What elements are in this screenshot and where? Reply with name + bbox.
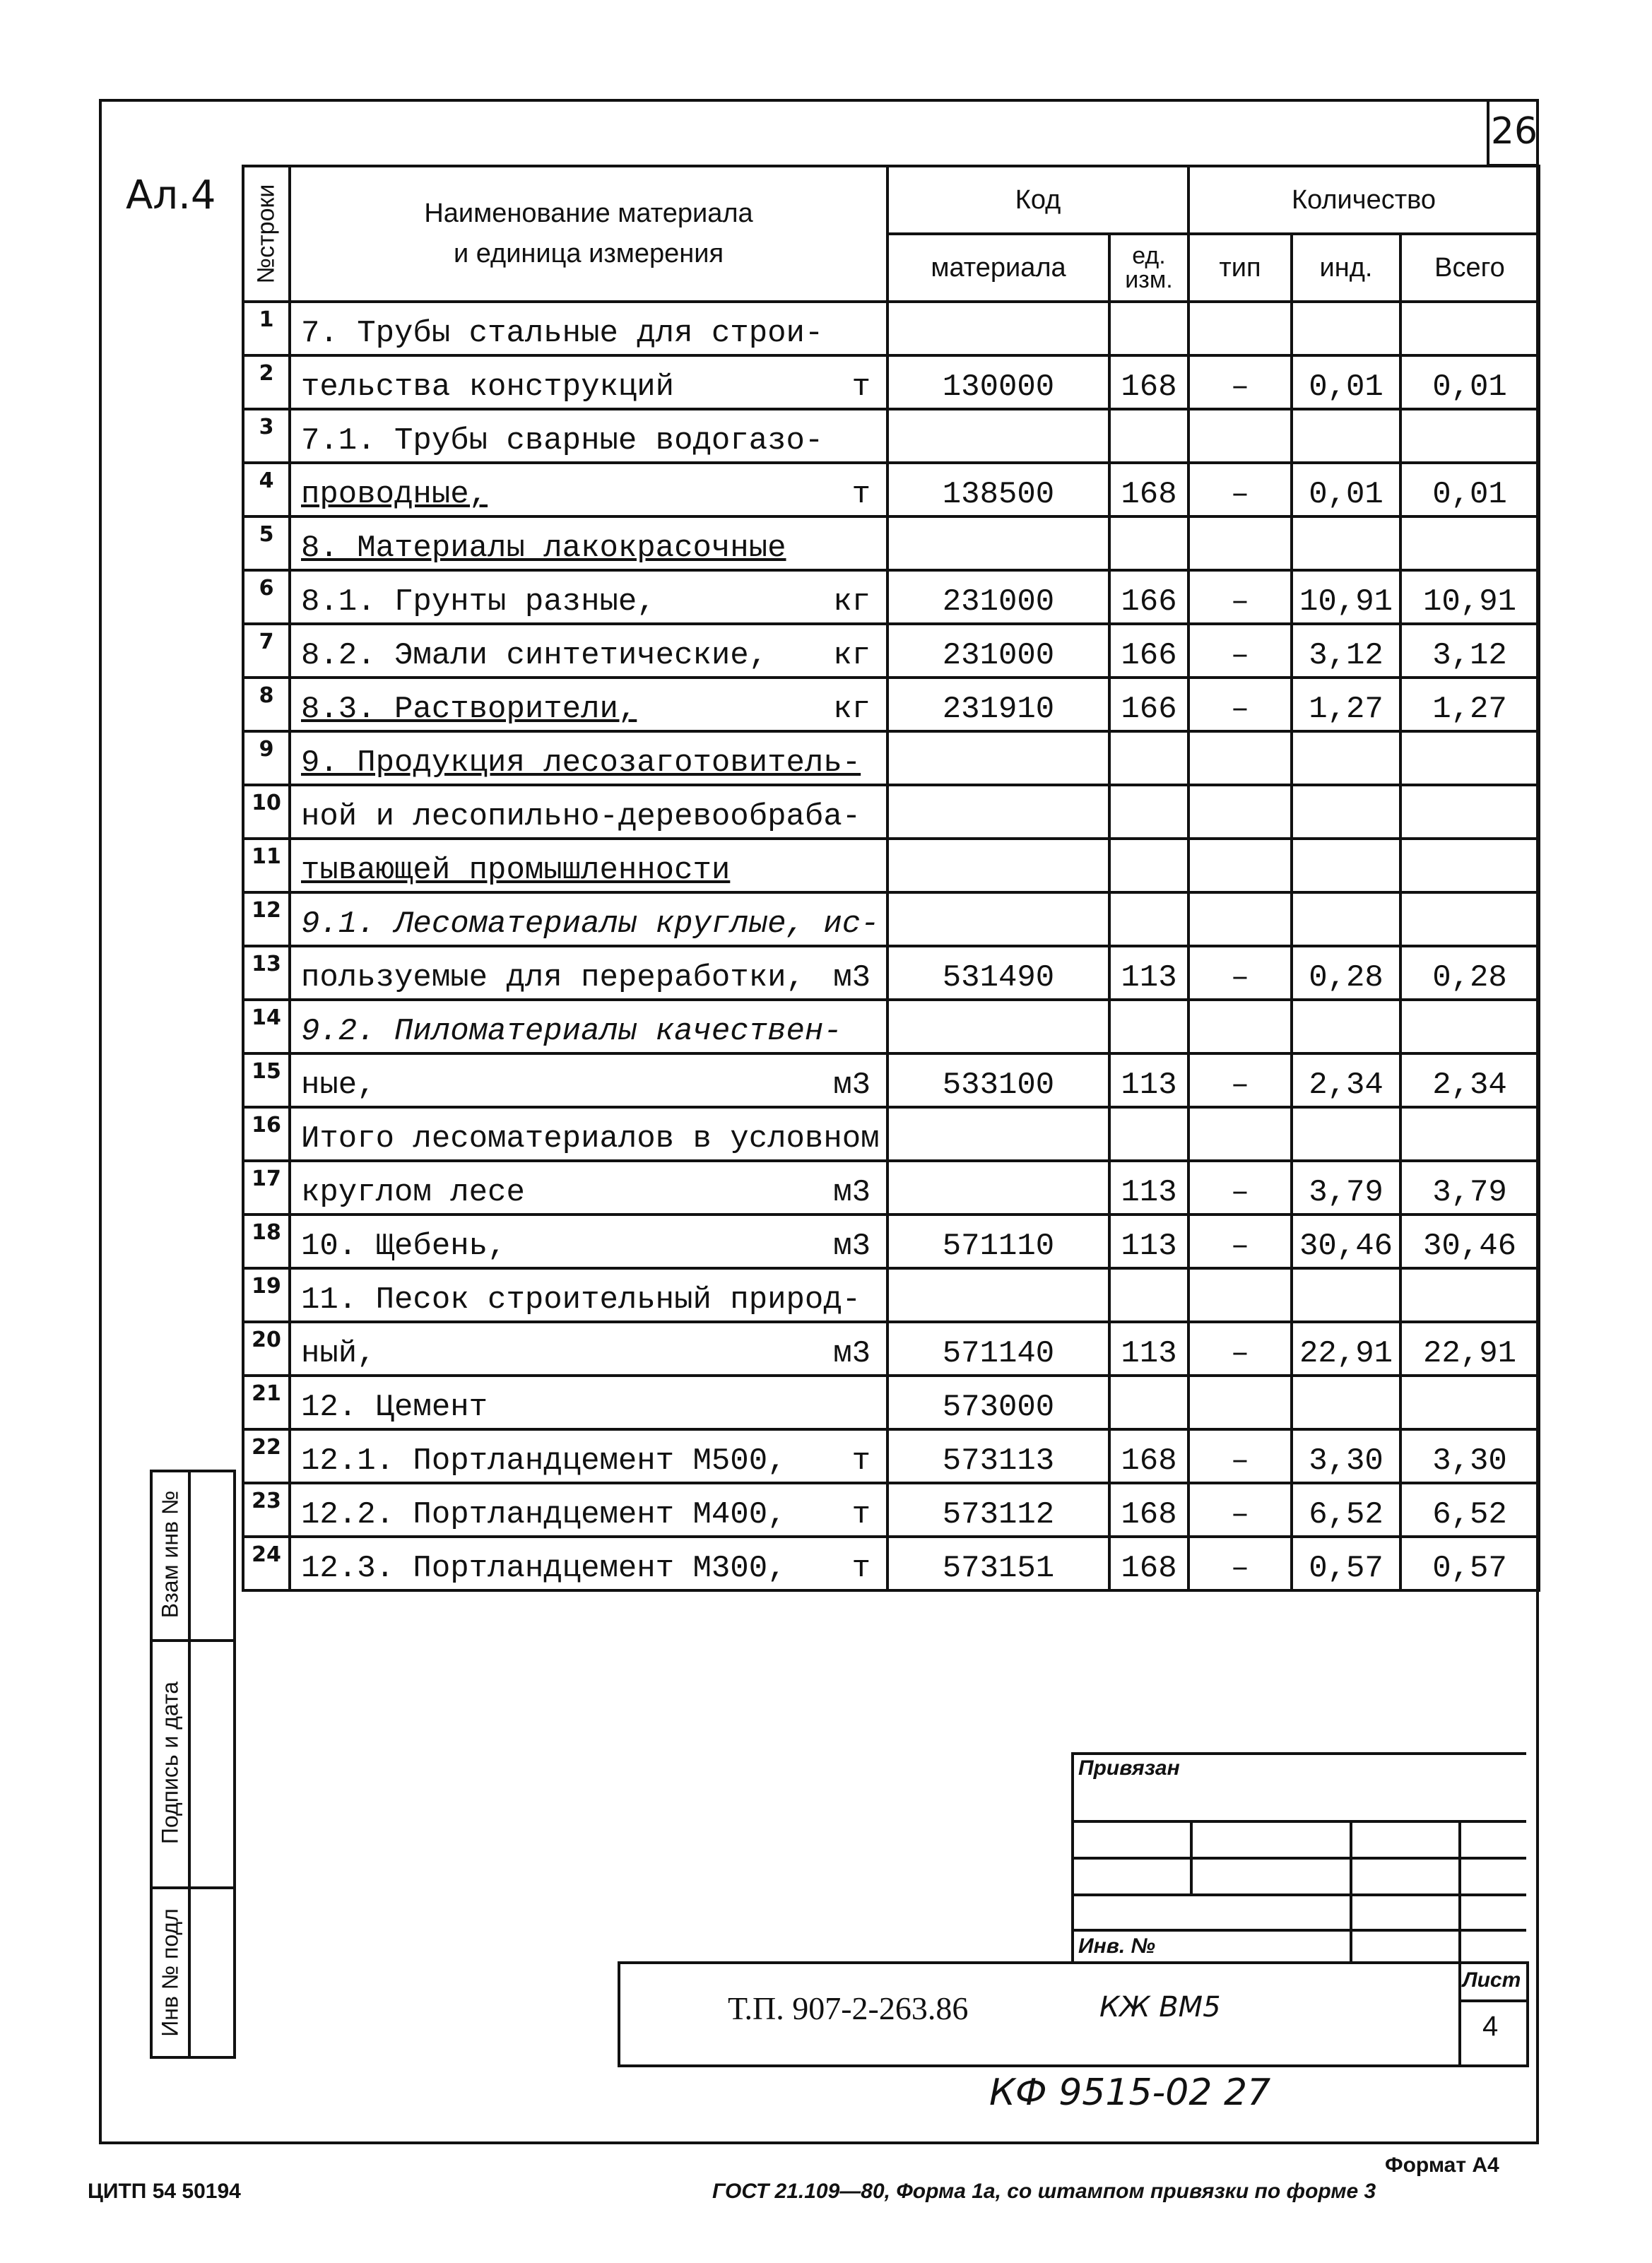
material-code: [887, 1268, 1109, 1322]
material-name-cell: [290, 731, 887, 785]
row-number: 13: [243, 946, 290, 1000]
unit-code: 113: [1109, 1161, 1188, 1215]
footer-gost: ГОСТ 21.109—80, Форма 1а, со штампом привязки по форме 3: [712, 2180, 1376, 2203]
material-code: 571110: [887, 1215, 1109, 1268]
unit-code: [1109, 1107, 1188, 1161]
material-name-cell: [290, 1215, 887, 1268]
qty-ind: 10,91: [1292, 570, 1400, 624]
qty-type: –: [1188, 1429, 1292, 1483]
header-name: Наименование материала и единица измерения: [290, 166, 887, 302]
table-row: [243, 678, 1539, 731]
qty-total: 22,91: [1400, 1322, 1539, 1376]
vzam-inv-label: Взам инв №: [157, 1490, 183, 1619]
material-code: 573000: [887, 1376, 1109, 1429]
material-unit: кг: [833, 638, 871, 673]
material-name-cell: [290, 1376, 887, 1429]
row-number: 21: [243, 1376, 290, 1429]
material-unit: т: [851, 1443, 871, 1479]
unit-code: 166: [1109, 678, 1188, 731]
material-code: [887, 1161, 1109, 1215]
unit-code: 166: [1109, 624, 1188, 678]
table-row: [243, 785, 1539, 839]
material-name: 12.3. Портландцемент М300,: [301, 1551, 786, 1586]
unit-code: [1109, 516, 1188, 570]
qty-ind: 3,30: [1292, 1429, 1400, 1483]
material-name: ной и лесопильно-деревообраба-: [301, 799, 861, 834]
material-name: 8.3. Растворители,: [301, 692, 637, 727]
material-name: 11. Песок строительный природ-: [301, 1282, 861, 1318]
table-row: [243, 1537, 1539, 1590]
material-name-cell: [290, 946, 887, 1000]
qty-type: [1188, 785, 1292, 839]
qty-total: 30,46: [1400, 1215, 1539, 1268]
material-code: [887, 1000, 1109, 1053]
document-suffix: КЖ ВМ5: [1099, 1991, 1221, 2023]
table-row: [243, 1268, 1539, 1322]
material-name-cell: [290, 1537, 887, 1590]
material-unit: м3: [833, 1175, 871, 1210]
row-number: 16: [243, 1107, 290, 1161]
header-row-number: №строки: [243, 166, 290, 302]
table-row: [243, 1483, 1539, 1537]
signature-date-label: Подпись и дата: [157, 1681, 183, 1845]
header-quantity-group: Количество: [1188, 166, 1539, 234]
qty-total: [1400, 839, 1539, 892]
material-name-cell: [290, 624, 887, 678]
qty-total: 3,79: [1400, 1161, 1539, 1215]
table-row: [243, 1376, 1539, 1429]
row-number: 4: [243, 463, 290, 516]
material-name: 7.1. Трубы сварные водогазо-: [301, 423, 824, 459]
qty-total: 3,12: [1400, 624, 1539, 678]
unit-code: [1109, 731, 1188, 785]
qty-ind: [1292, 892, 1400, 946]
unit-code: 166: [1109, 570, 1188, 624]
material-name: 8.1. Грунты разные,: [301, 584, 656, 620]
qty-ind: [1292, 1268, 1400, 1322]
material-name-cell: [290, 892, 887, 946]
unit-code: 113: [1109, 1322, 1188, 1376]
material-unit: т: [851, 1497, 871, 1532]
qty-type: [1188, 1000, 1292, 1053]
material-name-cell: [290, 463, 887, 516]
qty-ind: 6,52: [1292, 1483, 1400, 1537]
qty-ind: [1292, 839, 1400, 892]
row-number: 22: [243, 1429, 290, 1483]
material-name: 12. Цемент: [301, 1390, 488, 1425]
qty-type: –: [1188, 1483, 1292, 1537]
qty-total: [1400, 1268, 1539, 1322]
header-qty-total: Всего: [1400, 234, 1539, 302]
sheet-label: Лист: [1463, 1968, 1521, 1992]
material-code: 231000: [887, 570, 1109, 624]
table-row: [243, 946, 1539, 1000]
unit-code: 168: [1109, 1537, 1188, 1590]
inv-podl-label: Инв № подл: [157, 1908, 183, 2037]
qty-ind: 1,27: [1292, 678, 1400, 731]
material-name-cell: [290, 1429, 887, 1483]
material-unit: кг: [833, 692, 871, 727]
material-code: [887, 302, 1109, 355]
material-unit: т: [851, 477, 871, 512]
material-name-cell: [290, 1000, 887, 1053]
table-row: [243, 516, 1539, 570]
qty-ind: [1292, 785, 1400, 839]
qty-ind: 22,91: [1292, 1322, 1400, 1376]
material-unit: м3: [833, 1336, 871, 1371]
row-number: 3: [243, 409, 290, 463]
material-name-cell: [290, 1107, 887, 1161]
qty-type: [1188, 892, 1292, 946]
material-name: ный,: [301, 1336, 376, 1371]
inv-no-label: Инв. №: [1078, 1934, 1155, 1958]
format-label: Формат А4: [1385, 2153, 1499, 2177]
qty-type: [1188, 1107, 1292, 1161]
material-code: 231000: [887, 624, 1109, 678]
row-number: 5: [243, 516, 290, 570]
row-number: 18: [243, 1215, 290, 1268]
material-name: 9. Продукция лесозаготовитель-: [301, 745, 861, 781]
table-row: [243, 1053, 1539, 1107]
qty-type: [1188, 516, 1292, 570]
material-name-cell: [290, 839, 887, 892]
table-row: [243, 1429, 1539, 1483]
material-code: 573112: [887, 1483, 1109, 1537]
qty-total: 2,34: [1400, 1053, 1539, 1107]
material-code: [887, 892, 1109, 946]
table-row: [243, 1161, 1539, 1215]
qty-type: –: [1188, 678, 1292, 731]
row-number: 19: [243, 1268, 290, 1322]
unit-code: 168: [1109, 1429, 1188, 1483]
material-name-cell: [290, 302, 887, 355]
material-unit: т: [851, 1551, 871, 1586]
row-number: 9: [243, 731, 290, 785]
handwritten-code: КФ 9515-02 27: [989, 2072, 1271, 2114]
qty-total: [1400, 302, 1539, 355]
material-code: [887, 839, 1109, 892]
qty-total: [1400, 516, 1539, 570]
table-row: [243, 463, 1539, 516]
material-name-cell: [290, 516, 887, 570]
qty-ind: [1292, 516, 1400, 570]
qty-type: [1188, 839, 1292, 892]
qty-ind: 0,01: [1292, 463, 1400, 516]
material-name: 8.2. Эмали синтетические,: [301, 638, 768, 673]
material-code: 130000: [887, 355, 1109, 409]
qty-type: [1188, 1376, 1292, 1429]
table-row: [243, 570, 1539, 624]
qty-type: –: [1188, 463, 1292, 516]
unit-code: 113: [1109, 1053, 1188, 1107]
qty-ind: [1292, 1107, 1400, 1161]
material-code: [887, 785, 1109, 839]
material-unit: м3: [833, 960, 871, 995]
qty-type: –: [1188, 570, 1292, 624]
qty-total: [1400, 1376, 1539, 1429]
header-qty-ind: инд.: [1292, 234, 1400, 302]
table-row: [243, 892, 1539, 946]
qty-ind: 0,28: [1292, 946, 1400, 1000]
header-code-material: материала: [887, 234, 1109, 302]
qty-total: [1400, 409, 1539, 463]
qty-total: 0,28: [1400, 946, 1539, 1000]
qty-ind: [1292, 731, 1400, 785]
table-row: [243, 302, 1539, 355]
material-name: проводные,: [301, 477, 488, 512]
header-code-unit: ед. изм.: [1109, 234, 1188, 302]
material-name: 8. Материалы лакокрасочные: [301, 531, 786, 566]
materials-table: [242, 165, 1540, 1592]
material-name-cell: [290, 1161, 887, 1215]
qty-ind: 0,01: [1292, 355, 1400, 409]
material-code: [887, 731, 1109, 785]
table-row: [243, 1000, 1539, 1053]
qty-total: [1400, 731, 1539, 785]
qty-total: 6,52: [1400, 1483, 1539, 1537]
qty-type: –: [1188, 1322, 1292, 1376]
material-name-cell: [290, 409, 887, 463]
row-number: 14: [243, 1000, 290, 1053]
material-name: 12.1. Портландцемент М500,: [301, 1443, 786, 1479]
material-code: [887, 1107, 1109, 1161]
row-number: 10: [243, 785, 290, 839]
row-number: 7: [243, 624, 290, 678]
row-number: 23: [243, 1483, 290, 1537]
qty-ind: 3,79: [1292, 1161, 1400, 1215]
qty-ind: [1292, 409, 1400, 463]
row-number: 2: [243, 355, 290, 409]
material-name-cell: [290, 570, 887, 624]
qty-total: 0,57: [1400, 1537, 1539, 1590]
material-name-cell: [290, 785, 887, 839]
qty-type: –: [1188, 1053, 1292, 1107]
row-number: 1: [243, 302, 290, 355]
row-number: 15: [243, 1053, 290, 1107]
qty-total: 10,91: [1400, 570, 1539, 624]
unit-code: [1109, 892, 1188, 946]
material-unit: т: [851, 370, 871, 405]
row-number: 24: [243, 1537, 290, 1590]
sheet-number: 4: [1482, 2011, 1499, 2042]
material-name: пользуемые для переработки,: [301, 960, 805, 995]
material-name: круглом лесе: [301, 1175, 525, 1210]
qty-ind: 3,12: [1292, 624, 1400, 678]
qty-type: –: [1188, 1537, 1292, 1590]
header-code-group: Код: [887, 166, 1188, 234]
table-row: [243, 839, 1539, 892]
qty-type: [1188, 1268, 1292, 1322]
page-number: 26: [1487, 99, 1539, 167]
qty-total: 1,27: [1400, 678, 1539, 731]
material-code: 231910: [887, 678, 1109, 731]
material-code: 531490: [887, 946, 1109, 1000]
unit-code: 168: [1109, 1483, 1188, 1537]
qty-total: [1400, 1000, 1539, 1053]
unit-code: [1109, 785, 1188, 839]
margin-note: Ал.4: [126, 172, 216, 218]
row-number: 6: [243, 570, 290, 624]
table-row: [243, 1215, 1539, 1268]
material-unit: м3: [833, 1229, 871, 1264]
material-code: [887, 409, 1109, 463]
material-code: 573151: [887, 1537, 1109, 1590]
unit-code: 168: [1109, 355, 1188, 409]
material-code: 573113: [887, 1429, 1109, 1483]
table-row: [243, 1107, 1539, 1161]
privyazan-label: Привязан: [1078, 1756, 1180, 1780]
qty-total: [1400, 1107, 1539, 1161]
qty-type: –: [1188, 1215, 1292, 1268]
row-number: 8: [243, 678, 290, 731]
unit-code: [1109, 1376, 1188, 1429]
qty-type: [1188, 302, 1292, 355]
material-name-cell: [290, 1053, 887, 1107]
qty-type: –: [1188, 624, 1292, 678]
qty-total: 3,30: [1400, 1429, 1539, 1483]
qty-ind: [1292, 1376, 1400, 1429]
unit-code: [1109, 1000, 1188, 1053]
row-number: 11: [243, 839, 290, 892]
material-code: 533100: [887, 1053, 1109, 1107]
qty-ind: 30,46: [1292, 1215, 1400, 1268]
footer-left: ЦИТП 54 50194: [88, 2180, 241, 2203]
unit-code: [1109, 1268, 1188, 1322]
header-qty-type: тип: [1188, 234, 1292, 302]
row-number: 17: [243, 1161, 290, 1215]
material-name-cell: [290, 678, 887, 731]
unit-code: 113: [1109, 1215, 1188, 1268]
table-row: [243, 1322, 1539, 1376]
material-code: 138500: [887, 463, 1109, 516]
unit-code: 168: [1109, 463, 1188, 516]
material-name-cell: [290, 1322, 887, 1376]
material-name: 7. Трубы стальные для строи-: [301, 316, 824, 351]
qty-total: 0,01: [1400, 355, 1539, 409]
table-row: [243, 731, 1539, 785]
qty-type: [1188, 731, 1292, 785]
row-number: 12: [243, 892, 290, 946]
table-row: [243, 624, 1539, 678]
material-name: тельства конструкций: [301, 370, 675, 405]
qty-type: –: [1188, 355, 1292, 409]
document-code: Т.П. 907-2-263.86: [728, 1990, 969, 2026]
material-code: [887, 516, 1109, 570]
qty-total: [1400, 785, 1539, 839]
material-name: ные,: [301, 1068, 376, 1103]
qty-ind: 2,34: [1292, 1053, 1400, 1107]
unit-code: [1109, 302, 1188, 355]
material-unit: м3: [833, 1068, 871, 1103]
material-name: 9.2. Пиломатериалы качествен-: [301, 1014, 842, 1049]
material-name: 9.1. Лесоматериалы круглые, ис-: [301, 906, 880, 942]
material-name-cell: [290, 1483, 887, 1537]
unit-code: [1109, 839, 1188, 892]
qty-ind: [1292, 1000, 1400, 1053]
qty-type: [1188, 409, 1292, 463]
qty-ind: [1292, 302, 1400, 355]
material-name: тывающей промышленности: [301, 853, 731, 888]
material-unit: кг: [833, 584, 871, 620]
material-name-cell: [290, 1268, 887, 1322]
qty-ind: 0,57: [1292, 1537, 1400, 1590]
material-code: 571140: [887, 1322, 1109, 1376]
material-name: 12.2. Портландцемент М400,: [301, 1497, 786, 1532]
material-name: 10. Щебень,: [301, 1229, 507, 1264]
unit-code: 113: [1109, 946, 1188, 1000]
qty-type: –: [1188, 1161, 1292, 1215]
qty-total: [1400, 892, 1539, 946]
material-name: Итого лесоматериалов в условном: [301, 1121, 880, 1157]
qty-type: –: [1188, 946, 1292, 1000]
table-row: [243, 355, 1539, 409]
table-row: [243, 409, 1539, 463]
row-number: 20: [243, 1322, 290, 1376]
material-name-cell: [290, 355, 887, 409]
unit-code: [1109, 409, 1188, 463]
qty-total: 0,01: [1400, 463, 1539, 516]
